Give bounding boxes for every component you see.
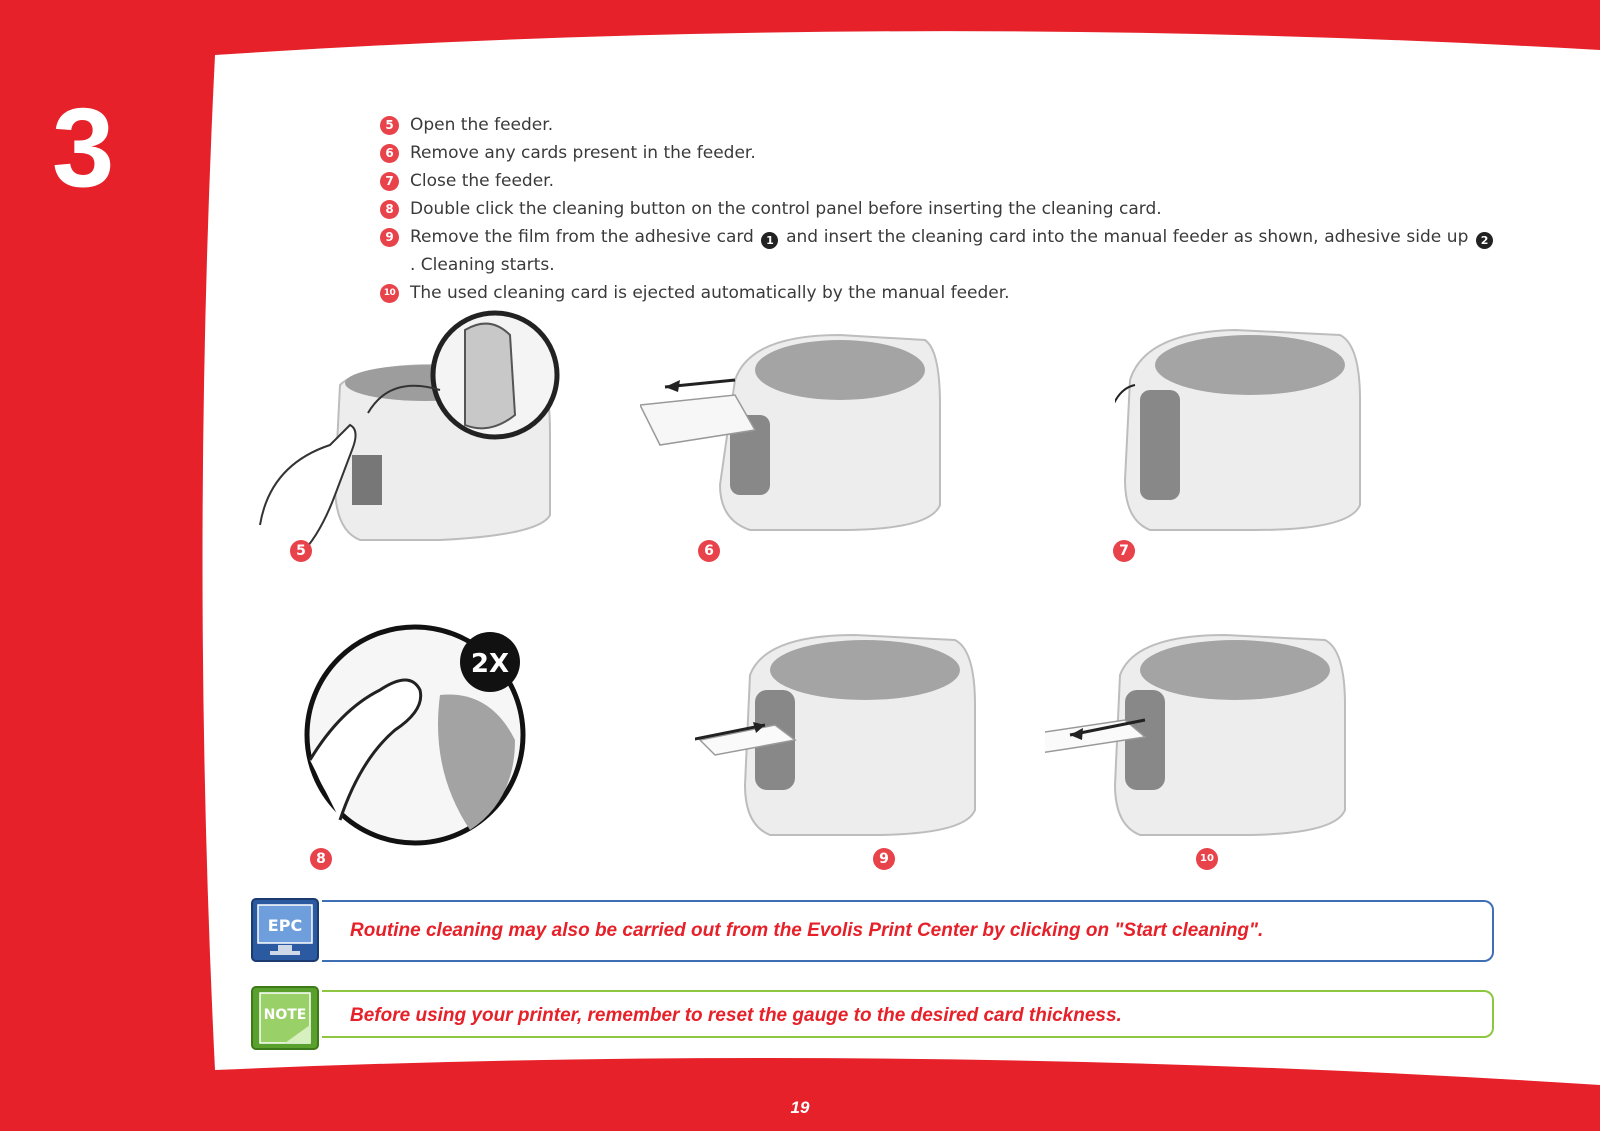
figure-remove-cards <box>640 325 970 540</box>
step-text-part-a: Remove the film from the adhesive card <box>410 227 754 247</box>
epc-note-text: Routine cleaning may also be carried out from the Evolis Print Center by clicking on "Start cleaning". <box>350 920 1264 941</box>
figure-open-feeder <box>240 305 580 565</box>
step-number: 5 <box>380 116 399 135</box>
double-click-badge: 2X <box>470 649 510 679</box>
step-number: 7 <box>380 172 399 191</box>
step-text: The used cleaning card is ejected automatically by the manual feeder. <box>410 283 1010 303</box>
epc-icon <box>250 897 320 963</box>
epc-icon-label: EPC <box>267 916 303 935</box>
step-list <box>380 111 1495 307</box>
printer-illustration <box>640 325 970 540</box>
note-text: Before using your printer, remember to reset the gauge to the desired card thickness. <box>350 1005 1122 1026</box>
marker-2: 2 <box>1476 232 1493 249</box>
printer-illustration <box>240 305 580 565</box>
step-number: 6 <box>380 144 399 163</box>
step-9 <box>380 223 1495 279</box>
figure-close-feeder <box>1115 320 1390 535</box>
printer-illustration <box>695 630 995 845</box>
step-5 <box>380 111 1495 139</box>
step-10 <box>380 279 1495 307</box>
step-text-part-c: . Cleaning starts. <box>410 255 555 275</box>
step-number: 10 <box>380 284 399 303</box>
figure-insert-card <box>695 630 995 845</box>
figure-card-ejected <box>1045 625 1375 840</box>
step-text: Close the feeder. <box>410 171 555 191</box>
note-icon-label: NOTE <box>263 1007 307 1023</box>
figure-label-8: 8 <box>310 848 332 870</box>
step-number: 9 <box>380 228 399 247</box>
figure-label-7: 7 <box>1113 540 1135 562</box>
figure-label-6: 6 <box>698 540 720 562</box>
printer-illustration <box>1045 625 1375 840</box>
figure-label-10: 10 <box>1196 848 1218 870</box>
step-7 <box>380 167 1495 195</box>
step-number: 8 <box>380 200 399 219</box>
step-text: Open the feeder. <box>410 115 554 135</box>
step-text: Double click the cleaning button on the control panel before inserting the cleaning card. <box>410 199 1162 219</box>
chapter-number: 3 <box>52 85 115 210</box>
printer-illustration <box>1115 320 1390 535</box>
step-text-part-b: and insert the cleaning card into the manual feeder as shown, adhesive side up <box>786 227 1469 247</box>
step-text: Remove any cards present in the feeder. <box>410 143 756 163</box>
figure-label-9: 9 <box>873 848 895 870</box>
button-zoom-illustration <box>300 620 540 860</box>
marker-1: 1 <box>761 232 778 249</box>
note-icon <box>250 985 320 1051</box>
page-number: 19 <box>790 1098 810 1117</box>
figure-double-click <box>300 620 540 860</box>
step-6 <box>380 139 1495 167</box>
figure-label-5: 5 <box>290 540 312 562</box>
step-8 <box>380 195 1495 223</box>
